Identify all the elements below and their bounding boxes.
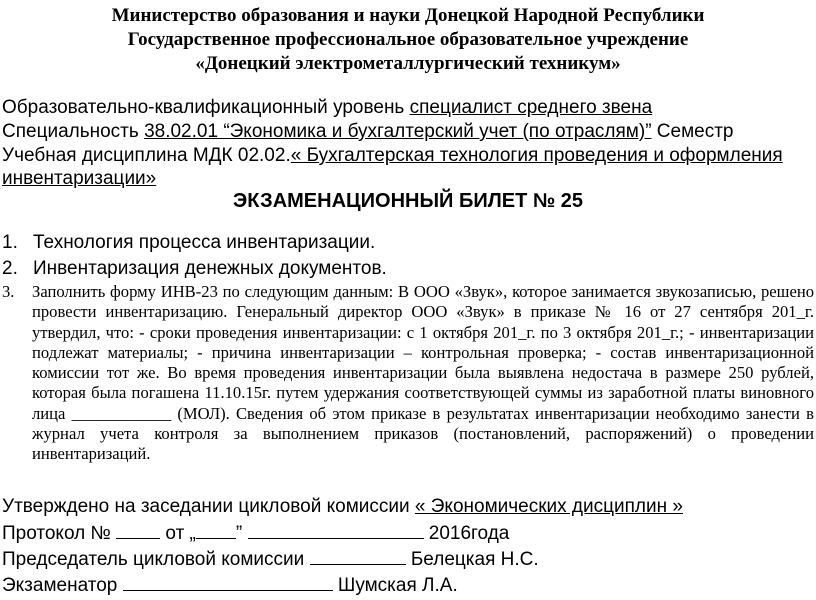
chair-label: Председатель цикловой комиссии: [2, 549, 310, 570]
question-3: [2, 282, 814, 465]
question-2: [2, 258, 387, 280]
protocol-year: 2016года: [423, 523, 510, 544]
protocol-number-blank: [116, 522, 160, 539]
examiner-name: Шумская Л.А.: [332, 575, 458, 596]
examiner-line: [2, 574, 458, 597]
examiner-label: Экзаменатор: [2, 575, 123, 596]
institution-name: «Донецкий электрометаллургический техникум»: [195, 53, 621, 74]
ticket-title: ЭКЗАМЕНАЦИОННЫЙ БИЛЕТ № 25: [233, 190, 583, 212]
question-1: [2, 232, 375, 254]
discipline-line: [2, 144, 783, 167]
question-text: Технология процесса инвентаризации.: [33, 232, 376, 253]
protocol-from-label: от „: [160, 523, 196, 544]
protocol-day-blank: [196, 522, 236, 539]
qualification-level-label: Образовательно-квалификационный уровень: [2, 97, 410, 118]
question-text: Заполнить форму ИНВ-23 по следующим данным: В ООО «Звук», которое занимается звукозаписью, решено провести инвентаризацию. Генеральный директор ООО «Звук» в приказе № 16 от 27 сентября 201_г. утвердил, что: - сроки проведения инвентаризации: с 1 октября 201_г. по 3 октября 201_г.; - инвентаризации подлежат материалы; - причина инвентаризации – контрольная проверка; - состав инвентаризационной комиссии тот же. Во время проведения инвентаризации была выявлена недостача в размере 250 рублей, которая была погашена 11.10.15г. путем удержания соответствующей суммы из заработной платы виновного лица ____________ (МОЛ). Сведения об этом приказе в результатах инвентаризации необходимо занести в журнал учета контроля за выполнением приказов (постановлений, распоряжений) о проведении инвентаризаций.: [32, 282, 814, 464]
institution-type: Государственное профессиональное образовательное учреждение: [127, 29, 689, 50]
specialty-value: 38.02.01 “Экономика и бухгалтерский учет (по отраслям)”: [144, 121, 652, 142]
discipline-label: Учебная дисциплина МДК 02.02.: [2, 145, 291, 166]
semester-label: Семестр: [651, 121, 734, 142]
ministry-title: Министерство образования и науки Донецкой Народной Республики: [111, 5, 705, 26]
chair-name: Белецкая Н.С.: [405, 549, 539, 570]
protocol-line: [2, 522, 509, 545]
question-number: 3.: [2, 282, 15, 301]
question-text: Инвентаризация денежных документов.: [33, 258, 387, 279]
protocol-quote: ”: [235, 523, 248, 544]
specialty-line: [2, 120, 734, 143]
question-number: 1.: [2, 232, 18, 253]
commission-name: « Экономических дисциплин »: [414, 496, 683, 517]
protocol-month-blank: [248, 522, 424, 539]
examiner-signature-blank: [123, 574, 333, 591]
specialty-label: Специальность: [2, 121, 145, 142]
qualification-level-value: специалист среднего звена: [409, 97, 653, 118]
chair-signature-blank: [310, 548, 406, 565]
protocol-label: Протокол №: [2, 523, 117, 544]
question-number: 2.: [2, 258, 18, 279]
discipline-value-continued: инвентаризации»: [2, 168, 157, 189]
approval-line: [2, 496, 683, 518]
qualification-level-line: [2, 96, 652, 119]
approval-label: Утверждено на заседании цикловой комиссии: [2, 496, 415, 517]
document-header: [0, 4, 816, 76]
discipline-value: « Бухгалтерская технология проведения и оформления: [290, 145, 783, 166]
chair-line: [2, 548, 539, 571]
